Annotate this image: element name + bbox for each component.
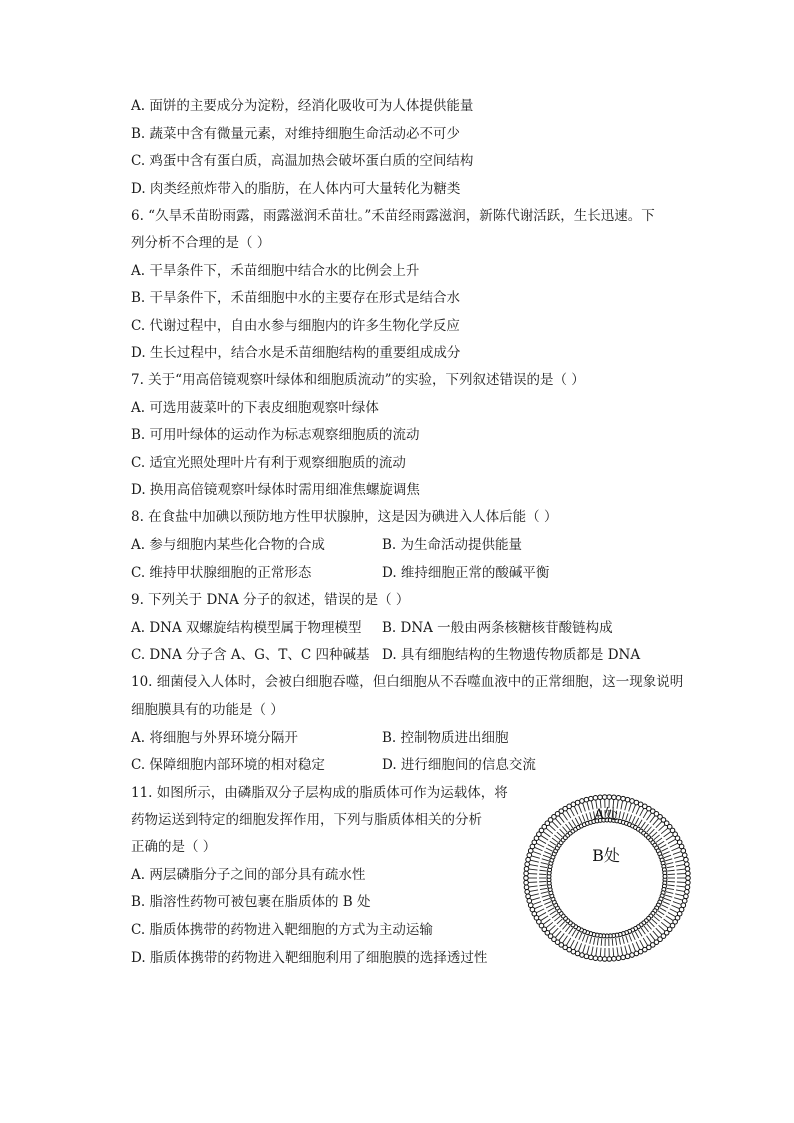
- phospholipid-mark: [667, 885, 674, 886]
- region-b-label: B处: [592, 846, 620, 865]
- phospholipid-mark: [542, 859, 549, 861]
- phospholipid-mark: [543, 855, 550, 858]
- phospholipid-mark: [676, 890, 684, 891]
- phospholipid-mark: [524, 880, 529, 885]
- q5-option-b: B. 蔬菜中含有微量元素，对维持细胞生命活动必不可少: [131, 126, 461, 142]
- phospholipid-mark: [524, 876, 529, 881]
- phospholipid-mark: [658, 911, 664, 915]
- phospholipid-mark: [664, 855, 671, 858]
- q11-option-b: B. 脂溶性药物可被包裹在脂质体的 B 处: [131, 894, 371, 910]
- phospholipid-mark: [640, 940, 644, 948]
- phospholipid-mark: [559, 933, 564, 940]
- phospholipid-mark: [546, 922, 553, 927]
- phospholipid-mark: [625, 946, 627, 954]
- phospholipid-mark: [579, 933, 582, 940]
- phospholipid-mark: [535, 847, 543, 850]
- phospholipid-mark: [562, 924, 567, 930]
- phospholipid-mark: [560, 829, 565, 834]
- phospholipid-mark: [589, 955, 594, 960]
- phospholipid-mark: [593, 796, 598, 801]
- phospholipid-mark: [530, 890, 538, 891]
- phospholipid-mark: [647, 813, 652, 820]
- phospholipid-mark: [541, 892, 548, 894]
- phospholipid-mark: [641, 822, 645, 828]
- phospholipid-mark: [644, 926, 649, 932]
- phospholipid-mark: [629, 934, 632, 941]
- phospholipid-mark: [543, 832, 550, 837]
- phospholipid-mark: [554, 835, 560, 840]
- q10-option-b: B. 控制物质进出细胞: [382, 730, 509, 746]
- phospholipid-mark: [661, 905, 668, 908]
- phospholipid-mark: [550, 841, 556, 845]
- phospholipid-mark: [649, 921, 654, 926]
- phospholipid-mark: [654, 835, 660, 840]
- phospholipid-mark: [535, 905, 543, 908]
- phospholipid-mark: [616, 796, 621, 801]
- q7-option-c: C. 适宜光照处理叶片有利于观察细胞质的流动: [131, 455, 406, 471]
- phospholipid-mark: [539, 912, 546, 916]
- phospholipid-mark: [632, 805, 635, 813]
- phospholipid-mark: [649, 829, 654, 834]
- phospholipid-mark: [656, 914, 662, 918]
- phospholipid-mark: [540, 866, 547, 867]
- phospholipid-mark: [546, 828, 553, 833]
- phospholipid-mark: [653, 931, 659, 937]
- q8-option-b: B. 为生命活动提供能量: [382, 537, 523, 553]
- phospholipid-mark: [667, 866, 674, 867]
- phospholipid-mark: [652, 832, 658, 837]
- phospholipid-mark: [673, 852, 681, 855]
- q9-option-d: D. 具有细胞结构的生物遗传物质都是 DNA: [382, 647, 641, 663]
- phospholipid-mark: [582, 934, 585, 941]
- q5-option-a: A. 面饼的主要成分为淀粉，经消化吸收可为人体提供能量: [131, 98, 474, 114]
- phospholipid-mark: [670, 843, 678, 847]
- q11-option-a: A. 两层磷脂分子之间的部分具有疏水性: [131, 867, 366, 883]
- phospholipid-mark: [602, 795, 607, 800]
- phospholipid-mark: [575, 818, 579, 825]
- phospholipid-mark: [549, 825, 555, 831]
- phospholipid-mark: [629, 803, 632, 811]
- phospholipid-mark: [532, 898, 540, 900]
- phospholipid-mark: [621, 801, 623, 809]
- phospholipid-mark: [621, 947, 623, 955]
- q6-stem-line2: 列分析不合理的是（ ）: [131, 235, 271, 251]
- q8-option-c: C. 维持甲状腺细胞的正常形态: [131, 565, 312, 581]
- phospholipid-mark: [643, 938, 647, 945]
- q11-stem-line3: 正确的是（ ）: [131, 839, 217, 855]
- q7-stem: 7. 关于“用高倍镜观察叶绿体和细胞质流动”的实验，下列叙述错误的是（ ）: [131, 372, 585, 388]
- phospholipid-mark: [554, 916, 560, 921]
- q6-option-b: B. 干旱条件下，禾苗细胞中水的主要存在形式是结合水: [131, 290, 461, 306]
- phospholipid-mark: [596, 947, 597, 955]
- phospholipid-mark: [584, 954, 589, 959]
- phospholipid-mark: [656, 928, 662, 934]
- q7-option-a: A. 可选用菠菜叶的下表皮细胞观察叶绿体: [131, 400, 379, 416]
- q5-option-d: D. 肉类经煎炸带入的脂肪，在人体内可大量转化为糖类: [131, 181, 461, 197]
- phospholipid-mark: [677, 869, 685, 870]
- phospholipid-mark: [540, 888, 547, 889]
- phospholipid-mark: [663, 874, 667, 878]
- q10-option-a: A. 将细胞与外界环境分隔开: [131, 730, 298, 746]
- phospholipid-mark: [670, 909, 678, 913]
- phospholipid-mark: [593, 937, 594, 944]
- phospholipid-mark: [663, 852, 670, 855]
- phospholipid-mark: [531, 894, 539, 896]
- q6-option-d: D. 生长过程中，结合水是禾苗细胞结构的重要组成成分: [131, 345, 461, 361]
- phospholipid-mark: [626, 813, 628, 820]
- region-a-label: A处: [593, 807, 619, 823]
- phospholipid-mark: [647, 924, 652, 930]
- phospholipid-mark: [548, 908, 555, 912]
- phospholipid-mark: [579, 816, 582, 823]
- phospholipid-mark: [524, 871, 529, 876]
- phospholipid-mark: [664, 832, 671, 837]
- phospholipid-mark: [566, 811, 570, 818]
- phospholipid-mark: [570, 940, 574, 948]
- phospholipid-mark: [526, 857, 531, 862]
- phospholipid-mark: [552, 928, 558, 934]
- phospholipid-mark: [548, 845, 555, 849]
- liposome-diagram: [522, 793, 692, 963]
- phospholipid-mark: [661, 848, 668, 851]
- phospholipid-mark: [560, 921, 565, 926]
- q10-stem-line2: 细胞膜具有的功能是（ ）: [131, 702, 284, 718]
- q9-stem: 9. 下列关于 DNA 分子的叙述，错误的是（ ）: [131, 592, 410, 608]
- phospholipid-mark: [563, 813, 568, 820]
- phospholipid-mark: [613, 948, 614, 956]
- phospholipid-mark: [630, 953, 635, 958]
- phospholipid-mark: [685, 866, 690, 871]
- phospholipid-mark: [602, 957, 607, 962]
- phospholipid-mark: [580, 799, 585, 804]
- q5-option-c: C. 鸡蛋中含有蛋白质，高温加热会破坏蛋白质的空间结构: [131, 153, 474, 169]
- q11-option-c: C. 脂质体携带的药物进入靶细胞的方式为主动运输: [131, 922, 433, 938]
- q10-stem-line1: 10. 细菌侵入人体时，会被白细胞吞噬，但白细胞从不吞噬血液中的正常细胞，这一现象说明: [131, 674, 684, 690]
- phospholipid-mark: [686, 876, 691, 881]
- phospholipid-mark: [656, 838, 662, 842]
- phospholipid-mark: [625, 802, 627, 810]
- phospholipid-mark: [525, 862, 530, 867]
- phospholipid-mark: [622, 812, 624, 819]
- phospholipid-mark: [569, 928, 573, 934]
- phospholipid-mark: [537, 843, 545, 847]
- phospholipid-mark: [569, 822, 573, 828]
- phospholipid-mark: [659, 925, 665, 931]
- phospholipid-mark: [638, 820, 642, 826]
- phospholipid-mark: [625, 797, 630, 802]
- phospholipid-mark: [552, 822, 558, 828]
- phospholipid-mark: [636, 807, 640, 815]
- phospholipid-mark: [557, 832, 563, 837]
- phospholipid-mark: [676, 865, 684, 866]
- q11-option-d: D. 脂质体携带的药物进入靶细胞利用了细胞膜的选择透过性: [131, 950, 488, 966]
- phospholipid-mark: [579, 943, 582, 951]
- phospholipid-mark: [684, 894, 689, 899]
- phospholipid-mark: [597, 938, 598, 945]
- phospholipid-mark: [565, 824, 570, 830]
- phospholipid-mark: [638, 930, 642, 936]
- phospholipid-mark: [525, 890, 530, 895]
- phospholipid-mark: [529, 886, 537, 887]
- phospholipid-mark: [644, 824, 649, 830]
- phospholipid-mark: [617, 947, 618, 955]
- phospholipid-mark: [582, 815, 585, 822]
- q8-option-d: D. 维持细胞正常的酸碱平衡: [382, 565, 550, 581]
- phospholipid-mark: [622, 937, 624, 944]
- phospholipid-mark: [541, 916, 548, 921]
- phospholipid-mark: [663, 902, 670, 905]
- phospholipid-mark: [686, 880, 691, 885]
- phospholipid-mark: [583, 803, 586, 811]
- phospholipid-mark: [575, 932, 579, 939]
- phospholipid-mark: [537, 909, 545, 913]
- phospholipid-mark: [572, 820, 576, 826]
- phospholipid-mark: [541, 836, 548, 841]
- phospholipid-mark: [621, 796, 626, 801]
- phospholipid-mark: [653, 819, 659, 825]
- phospholipid-mark: [677, 886, 685, 887]
- phospholipid-mark: [552, 838, 558, 842]
- phospholipid-mark: [659, 825, 665, 831]
- phospholipid-mark: [543, 919, 550, 924]
- phospholipid-mark: [685, 862, 690, 867]
- phospholipid-mark: [667, 870, 674, 871]
- phospholipid-mark: [654, 916, 660, 921]
- q6-stem-line1: 6. “久旱禾苗盼雨露，雨露滋润禾苗壮。”禾苗经雨露滋润，新陈代谢活跃，生长迅速。下: [131, 208, 655, 224]
- phospholipid-mark: [612, 938, 613, 945]
- phospholipid-mark: [664, 919, 671, 924]
- phospholipid-mark: [583, 945, 586, 953]
- phospholipid-mark: [524, 866, 529, 871]
- phospholipid-mark: [632, 943, 635, 951]
- phospholipid-mark: [539, 885, 546, 886]
- phospholipid-mark: [556, 819, 562, 825]
- phospholipid-mark: [570, 809, 574, 817]
- phospholipid-mark: [668, 912, 675, 916]
- phospholipid-mark: [527, 899, 532, 904]
- phospholipid-mark: [632, 933, 635, 940]
- phospholipid-mark: [587, 946, 589, 954]
- phospholipid-mark: [635, 818, 639, 825]
- phospholipid-mark: [539, 870, 546, 871]
- phospholipid-mark: [665, 859, 672, 861]
- phospholipid-mark: [629, 815, 632, 822]
- phospholipid-mark: [671, 847, 679, 850]
- phospholipid-mark: [632, 816, 635, 823]
- q11-stem-line2: 药物运送到特定的细胞发挥作用，下列与脂质体相关的分析: [131, 812, 482, 828]
- phospholipid-mark: [586, 813, 588, 820]
- phospholipid-mark: [593, 956, 598, 961]
- phospholipid-mark: [625, 954, 630, 959]
- phospholipid-mark: [675, 860, 683, 862]
- phospholipid-mark: [641, 928, 645, 934]
- q8-option-a: A. 参与细胞内某些化合物的合成: [131, 537, 325, 553]
- phospholipid-mark: [544, 852, 551, 855]
- phospholipid-mark: [636, 942, 640, 950]
- phospholipid-mark: [589, 796, 594, 801]
- phospholipid-mark: [552, 914, 558, 918]
- phospholipid-mark: [686, 871, 691, 876]
- phospholipid-mark: [532, 856, 540, 858]
- phospholipid-mark: [661, 922, 668, 927]
- phospholipid-mark: [607, 795, 612, 800]
- phospholipid-mark: [616, 956, 621, 961]
- phospholipid-mark: [607, 957, 612, 962]
- phospholipid-mark: [682, 853, 687, 858]
- q10-option-d: D. 进行细胞间的信息交流: [382, 757, 536, 773]
- phospholipid-mark: [562, 827, 567, 833]
- phospholipid-mark: [674, 898, 682, 900]
- phospholipid-mark: [652, 919, 658, 924]
- phospholipid-mark: [685, 890, 690, 895]
- phospholipid-mark: [667, 888, 674, 889]
- q6-option-c: C. 代谢过程中，自由水参与细胞内的许多生物化学反应: [131, 318, 460, 334]
- phospholipid-mark: [621, 955, 626, 960]
- phospholipid-mark: [619, 937, 620, 944]
- q11-stem-line1: 11. 如图所示，由磷脂双分子层构成的脂质体可作为运载体，将: [131, 785, 508, 801]
- phospholipid-mark: [557, 919, 563, 924]
- phospholipid-mark: [626, 936, 628, 943]
- phospholipid-mark: [598, 795, 603, 800]
- phospholipid-mark: [526, 894, 531, 899]
- phospholipid-mark: [666, 863, 673, 865]
- phospholipid-mark: [666, 836, 673, 841]
- phospholipid-mark: [584, 797, 589, 802]
- phospholipid-mark: [546, 905, 553, 908]
- phospholipid-mark: [660, 908, 667, 912]
- phospholipid-mark: [549, 925, 555, 931]
- phospholipid-mark: [647, 827, 652, 833]
- q9-option-c: C. DNA 分子含 A、G、T、C 四种碱基: [131, 647, 370, 663]
- phospholipid-mark: [661, 828, 668, 833]
- phospholipid-mark: [590, 812, 592, 819]
- phospholipid-mark: [675, 894, 683, 896]
- q10-option-c: C. 保障细胞内部环境的相对稳定: [131, 757, 325, 773]
- phospholipid-mark: [550, 911, 556, 915]
- q7-option-d: D. 换用高倍镜观察叶绿体时需用细准焦螺旋调焦: [131, 482, 420, 498]
- phospholipid-mark: [665, 895, 672, 897]
- phospholipid-mark: [543, 898, 550, 901]
- phospholipid-mark: [559, 816, 564, 823]
- phospholipid-mark: [668, 839, 675, 843]
- phospholipid-mark: [529, 869, 537, 870]
- phospholipid-mark: [530, 865, 538, 866]
- phospholipid-mark: [572, 930, 576, 936]
- phospholipid-mark: [586, 936, 588, 943]
- phospholipid-mark: [531, 860, 539, 862]
- phospholipid-mark: [685, 885, 690, 890]
- phospholipid-mark: [533, 852, 541, 855]
- phospholipid-mark: [600, 948, 601, 956]
- q6-option-a: A. 干旱条件下，禾苗细胞中结合水的比例会上升: [131, 263, 420, 279]
- phospholipid-mark: [643, 811, 647, 818]
- phospholipid-mark: [619, 811, 620, 818]
- phospholipid-mark: [566, 938, 570, 945]
- phospholipid-mark: [666, 892, 673, 894]
- phospholipid-mark: [546, 848, 553, 851]
- q9-option-b: B. DNA 一般由两条核糖核苷酸链构成: [382, 620, 613, 636]
- phospholipid-mark: [591, 947, 593, 955]
- q8-stem: 8. 在食盐中加碘以预防地方性甲状腺肿，这是因为碘进入人体后能（ ）: [131, 509, 558, 525]
- phospholipid-mark: [629, 945, 632, 953]
- phospholipid-mark: [674, 856, 682, 858]
- phospholipid-mark: [601, 938, 602, 945]
- phospholipid-mark: [650, 816, 655, 823]
- phospholipid-mark: [539, 839, 546, 843]
- phospholipid-mark: [612, 956, 617, 961]
- phospholipid-mark: [565, 926, 570, 932]
- phospholipid-mark: [587, 802, 589, 810]
- phospholipid-mark: [650, 933, 655, 940]
- phospholipid-mark: [563, 936, 568, 943]
- phospholipid-mark: [664, 898, 671, 901]
- phospholipid-mark: [635, 932, 639, 939]
- phospholipid-mark: [544, 902, 551, 905]
- phospholipid-mark: [542, 895, 549, 897]
- q7-option-b: B. 可用叶绿体的运动作为标志观察细胞质的流动: [131, 427, 420, 443]
- phospholipid-mark: [684, 857, 689, 862]
- phospholipid-mark: [656, 822, 662, 828]
- phospholipid-mark: [598, 956, 603, 961]
- phospholipid-mark: [660, 845, 667, 849]
- phospholipid-mark: [612, 795, 617, 800]
- phospholipid-mark: [590, 937, 592, 944]
- phospholipid-mark: [671, 905, 679, 908]
- phospholipid-mark: [666, 916, 673, 921]
- q9-option-a: A. DNA 双螺旋结构模型属于物理模型: [131, 620, 362, 636]
- phospholipid-mark: [556, 931, 562, 937]
- phospholipid-mark: [574, 942, 578, 950]
- phospholipid-mark: [658, 841, 664, 845]
- phospholipid-mark: [541, 863, 548, 865]
- phospholipid-mark: [640, 809, 644, 817]
- phospholipid-mark: [647, 936, 652, 943]
- phospholipid-mark: [591, 801, 593, 809]
- phospholipid-mark: [616, 938, 617, 945]
- phospholipid-mark: [673, 902, 681, 905]
- phospholipid-mark: [574, 807, 578, 815]
- phospholipid-mark: [533, 902, 541, 905]
- phospholipid-mark: [524, 885, 529, 890]
- phospholipid-mark: [579, 805, 582, 813]
